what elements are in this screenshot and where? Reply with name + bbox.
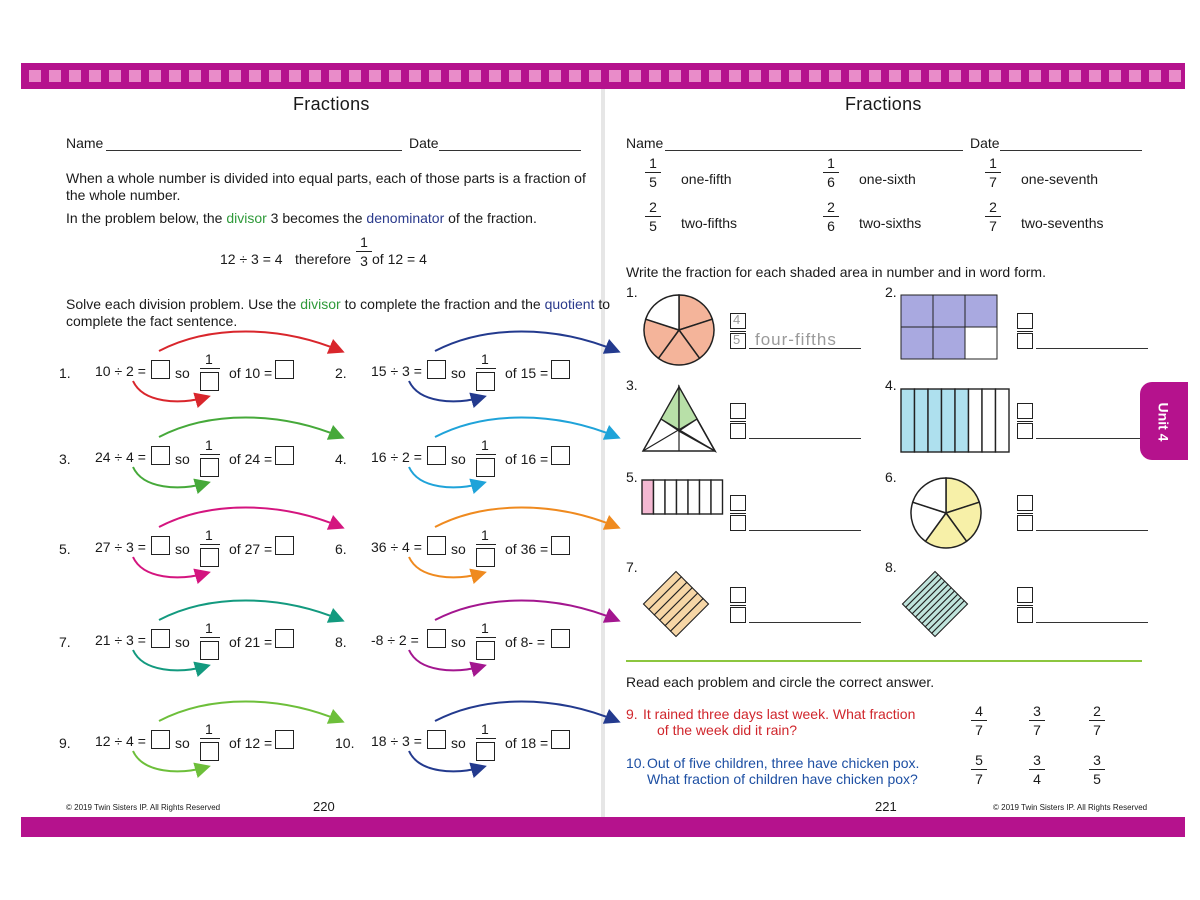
division-expression: 27 ÷ 3 = (95, 539, 146, 555)
band-square (169, 70, 181, 82)
fraction-bar (1029, 720, 1045, 721)
reference-word: two-sevenths (1021, 215, 1104, 231)
grid-six-shaded-five (900, 294, 1000, 362)
fraction-bar (645, 172, 661, 173)
fact-sentence-tail: of 8- = (505, 634, 546, 650)
band-square (689, 70, 701, 82)
instr-mid: to complete the fraction and the (340, 296, 545, 312)
band-square (569, 70, 581, 82)
fraction-numerator: 1 (205, 437, 213, 453)
example-fraction (356, 234, 372, 269)
arrow-guides (395, 602, 635, 682)
band-square (1149, 70, 1161, 82)
arrow-guides (119, 509, 359, 589)
so-word: so (451, 365, 466, 381)
example-sentence (66, 210, 537, 226)
divisor-word: divisor (226, 210, 267, 226)
item-number: 7. (626, 559, 638, 575)
choice-numerator: 3 (1093, 752, 1101, 768)
choice-denominator: 7 (1033, 722, 1041, 738)
arrow-guides (119, 602, 359, 682)
ref-denominator: 6 (827, 218, 835, 234)
right-page (605, 89, 1185, 817)
item-number: 2. (885, 284, 897, 300)
division-expression: 24 ÷ 4 = (95, 449, 146, 465)
division-expression: 10 ÷ 2 = (95, 363, 146, 379)
problem-number: 9. (59, 735, 71, 751)
word-answer-line[interactable] (749, 438, 861, 439)
ref-numerator: 2 (827, 199, 835, 215)
fraction-bar (1029, 769, 1045, 770)
fraction-numerator: 1 (205, 351, 213, 367)
example-equation: 12 ÷ 3 = 4 (220, 251, 283, 267)
denominator-answer-box[interactable] (1017, 515, 1033, 531)
fact-sentence-tail: of 36 = (505, 541, 549, 557)
arrow-guides (395, 333, 635, 413)
reference-word: one-seventh (1021, 171, 1099, 187)
fraction-bar (356, 251, 372, 252)
ref-numerator: 1 (989, 155, 997, 171)
answer-choice[interactable] (971, 752, 987, 787)
band-square (989, 70, 1001, 82)
problem-number: 10. (335, 735, 355, 751)
fraction-bar (985, 216, 1001, 217)
fraction-numerator: 1 (481, 721, 489, 737)
date-label: Date (970, 135, 1000, 151)
triangle-six-shaded-one (641, 385, 717, 453)
bottom-decorative-band (21, 817, 1185, 837)
band-square (69, 70, 81, 82)
item-number: 3. (626, 377, 638, 393)
page-number-left: 220 (313, 799, 335, 814)
band-square (1069, 70, 1081, 82)
ref-denominator: 7 (989, 174, 997, 190)
ref-denominator: 5 (649, 174, 657, 190)
band-square (709, 70, 721, 82)
reference-fraction (985, 155, 1001, 190)
arrow-guides (395, 419, 635, 499)
band-square (309, 70, 321, 82)
fraction-numerator: 1 (481, 351, 489, 367)
fact-sentence-tail: of 10 = (229, 365, 273, 381)
copyright-left: © 2019 Twin Sisters IP. All Rights Reserved (66, 803, 221, 812)
denominator-answer-box[interactable] (1017, 607, 1033, 623)
band-square (149, 70, 161, 82)
choice-denominator: 7 (975, 771, 983, 787)
ref-numerator: 1 (827, 155, 835, 171)
item-number: 1. (626, 284, 638, 300)
band-square (1049, 70, 1061, 82)
fraction-bar (823, 172, 839, 173)
item-number: 6. (885, 469, 897, 485)
band-square (889, 70, 901, 82)
example-denominator: 3 (360, 253, 368, 269)
date-field-line[interactable] (439, 150, 581, 151)
band-square (109, 70, 121, 82)
bar-eight-shaded-five (900, 388, 1012, 454)
fact-sentence-tail: of 21 = (229, 634, 273, 650)
example-pre: In the problem below, the (66, 210, 227, 226)
so-word: so (175, 735, 190, 751)
band-square (489, 70, 501, 82)
problem-number: 3. (59, 451, 71, 467)
fraction-bar (730, 605, 746, 606)
so-word: so (175, 451, 190, 467)
fraction-bar (1089, 769, 1105, 770)
name-label: Name (626, 135, 664, 151)
fact-sentence-tail: of 15 = (505, 365, 549, 381)
so-word: so (451, 451, 466, 467)
band-square (1169, 70, 1181, 82)
name-field-line[interactable] (665, 150, 963, 151)
problem-number: 4. (335, 451, 347, 467)
reference-fraction (985, 199, 1001, 234)
choice-numerator: 3 (1033, 752, 1041, 768)
ref-numerator: 1 (649, 155, 657, 171)
problem-number: 1. (59, 365, 71, 381)
arrow-guides (395, 509, 635, 589)
instr-quotient: quotient (544, 296, 595, 312)
arrow-guides (119, 333, 359, 413)
arrow-guides (119, 703, 359, 783)
instruction-line2: complete the fact sentence. (66, 313, 238, 329)
fraction-bar (1017, 513, 1033, 514)
fraction-bar (645, 216, 661, 217)
example-tail: of 12 = 4 (372, 251, 427, 267)
fraction-bar (1017, 421, 1033, 422)
ref-numerator: 2 (989, 199, 997, 215)
so-word: so (175, 541, 190, 557)
fact-sentence-tail: of 16 = (505, 451, 549, 467)
item-number: 4. (885, 377, 897, 393)
choice-numerator: 2 (1093, 703, 1101, 719)
band-square (429, 70, 441, 82)
answer-choice[interactable] (971, 703, 987, 738)
denominator-word: denominator (366, 210, 445, 226)
numerator-answer-box[interactable] (730, 403, 746, 419)
band-square (29, 70, 41, 82)
band-square (1109, 70, 1121, 82)
numerator-answer-box[interactable] (1017, 495, 1033, 511)
example-mid: 3 becomes the (266, 210, 367, 226)
page-number-right: 221 (875, 799, 897, 814)
band-square (289, 70, 301, 82)
band-square (809, 70, 821, 82)
choice-numerator: 4 (975, 703, 983, 719)
section-divider (626, 660, 1142, 662)
band-square (49, 70, 61, 82)
denominator-answer-box[interactable] (730, 607, 746, 623)
band-square (269, 70, 281, 82)
sample-denominator: 5 (733, 332, 741, 347)
name-field-line[interactable] (106, 150, 402, 151)
ref-denominator: 5 (649, 218, 657, 234)
q9-text-line1: It rained three days last week. What fraction (643, 706, 916, 722)
sample-word: four-fifths (755, 330, 837, 349)
fraction-bar (730, 513, 746, 514)
answer-choice[interactable] (1089, 752, 1105, 787)
band-square (89, 70, 101, 82)
reference-fraction (645, 199, 661, 234)
pie-five-shaded-four (641, 292, 717, 368)
band-square (1029, 70, 1041, 82)
denominator-answer-box[interactable] (1017, 333, 1033, 349)
fraction-bar (1017, 331, 1033, 332)
arrow-guides (119, 419, 359, 499)
item-number: 8. (885, 559, 897, 575)
q9-number: 9. (626, 706, 638, 722)
band-square (449, 70, 461, 82)
answer-choice[interactable] (1029, 752, 1045, 787)
band-square (949, 70, 961, 82)
problem-number: 6. (335, 541, 347, 557)
word-answer-line[interactable] (749, 530, 861, 531)
band-square (549, 70, 561, 82)
problem-number: 2. (335, 365, 347, 381)
fraction-numerator: 1 (205, 721, 213, 737)
fraction-numerator: 1 (481, 437, 489, 453)
intro-text-line2: the whole number. (66, 187, 181, 203)
example-post: of the fraction. (444, 210, 537, 226)
intro-text-line1: When a whole number is divided into equal parts, each of those parts is a fraction of (66, 170, 586, 186)
choice-denominator: 5 (1093, 771, 1101, 787)
division-expression: 16 ÷ 2 = (371, 449, 422, 465)
band-square (969, 70, 981, 82)
sample-numerator: 4 (733, 312, 741, 327)
name-label: Name (66, 135, 104, 151)
fraction-bar (985, 172, 1001, 173)
instr-divisor: divisor (300, 296, 341, 312)
band-square (1009, 70, 1021, 82)
band-square (629, 70, 641, 82)
ref-numerator: 2 (649, 199, 657, 215)
word-answer-line[interactable] (749, 622, 861, 623)
reference-word: two-sixths (859, 215, 922, 231)
strip-seven-shaded-one (641, 479, 725, 517)
date-field-line[interactable] (1000, 150, 1142, 151)
numerator-answer-box[interactable] (1017, 587, 1033, 603)
band-square (869, 70, 881, 82)
word-answer-line[interactable] (1036, 622, 1148, 623)
read-instruction: Read each problem and circle the correct answer. (626, 674, 935, 690)
choice-denominator: 7 (975, 722, 983, 738)
reference-fraction (645, 155, 661, 190)
band-square (329, 70, 341, 82)
band-square (929, 70, 941, 82)
word-answer-line[interactable] (1036, 530, 1148, 531)
ref-denominator: 6 (827, 174, 835, 190)
fraction-bar (1017, 605, 1033, 606)
fraction-numerator: 1 (481, 527, 489, 543)
fact-sentence-tail: of 27 = (229, 541, 273, 557)
fraction-numerator: 1 (481, 620, 489, 636)
q10-text-line1: Out of five children, three have chicken pox. (647, 755, 920, 771)
so-word: so (175, 365, 190, 381)
pie-five-shaded-three (908, 475, 984, 551)
band-square (829, 70, 841, 82)
reference-fraction (823, 155, 839, 190)
numerator-answer-box[interactable] (730, 587, 746, 603)
band-square (649, 70, 661, 82)
q9-text-line2: of the week did it rain? (657, 722, 798, 738)
word-answer-line[interactable] (1036, 438, 1148, 439)
page-title: Fractions (293, 94, 370, 114)
band-square (729, 70, 741, 82)
band-square (389, 70, 401, 82)
arrow-guides (395, 703, 635, 783)
band-square (189, 70, 201, 82)
reference-word: one-sixth (859, 171, 916, 187)
band-square (849, 70, 861, 82)
band-square (249, 70, 261, 82)
reference-word: two-fifths (681, 215, 738, 231)
band-square (789, 70, 801, 82)
ref-denominator: 7 (989, 218, 997, 234)
band-square (529, 70, 541, 82)
division-expression: 12 ÷ 4 = (95, 733, 146, 749)
reference-word: one-fifth (681, 171, 732, 187)
numerator-answer-box[interactable] (730, 495, 746, 511)
fraction-bar (971, 720, 987, 721)
numerator-answer-box[interactable] (1017, 403, 1033, 419)
copyright-right: © 2019 Twin Sisters IP. All Rights Reserved (993, 803, 1148, 812)
item-number: 5. (626, 469, 638, 485)
band-square (509, 70, 521, 82)
numerator-answer-box[interactable] (1017, 313, 1033, 329)
word-answer-line[interactable] (1036, 348, 1148, 349)
fact-sentence-tail: of 24 = (229, 451, 273, 467)
band-square (769, 70, 781, 82)
q10-text-line2: What fraction of children have chicken pox? (647, 771, 918, 787)
division-expression: 18 ÷ 3 = (371, 733, 422, 749)
fraction-numerator: 1 (205, 527, 213, 543)
denominator-answer-box[interactable] (1017, 423, 1033, 439)
reference-fraction (823, 199, 839, 234)
date-label: Date (409, 135, 439, 151)
so-word: so (451, 541, 466, 557)
band-square (469, 70, 481, 82)
fraction-bar (823, 216, 839, 217)
workbook-spread (21, 63, 1185, 837)
left-page (21, 89, 611, 817)
choice-denominator: 7 (1093, 722, 1101, 738)
fact-sentence-tail: of 12 = (229, 735, 273, 751)
band-square (209, 70, 221, 82)
diamond-six-shaded-six (641, 569, 711, 639)
problem-number: 5. (59, 541, 71, 557)
band-square (129, 70, 141, 82)
diamond-ten-shaded-ten (900, 569, 970, 639)
division-expression: 15 ÷ 3 = (371, 363, 422, 379)
band-square (349, 70, 361, 82)
division-expression: -8 ÷ 2 = (371, 632, 419, 648)
instruction-line1 (66, 296, 610, 312)
instr-post: to (594, 296, 611, 312)
choice-denominator: 4 (1033, 771, 1041, 787)
band-square (369, 70, 381, 82)
top-decorative-band (21, 63, 1185, 89)
fraction-bar (971, 769, 987, 770)
band-square (609, 70, 621, 82)
so-word: so (175, 634, 190, 650)
fraction-bar (1089, 720, 1105, 721)
so-word: so (451, 735, 466, 751)
problem-number: 8. (335, 634, 347, 650)
therefore-word: therefore (295, 251, 352, 267)
shaded-instruction: Write the fraction for each shaded area in number and in word form. (626, 264, 1046, 280)
so-word: so (451, 634, 466, 650)
band-square (909, 70, 921, 82)
instr-pre: Solve each division problem. Use the (66, 296, 301, 312)
problem-number: 7. (59, 634, 71, 650)
denominator-answer-box[interactable] (730, 423, 746, 439)
unit-tab-label: Unit 4 (1155, 402, 1172, 442)
q10-number: 10. (626, 755, 646, 771)
band-square (1089, 70, 1101, 82)
denominator-answer-box[interactable] (730, 515, 746, 531)
page-title: Fractions (845, 94, 922, 114)
fraction-bar (730, 421, 746, 422)
answer-choice[interactable] (1089, 703, 1105, 738)
choice-numerator: 5 (975, 752, 983, 768)
fraction-numerator: 1 (205, 620, 213, 636)
division-expression: 36 ÷ 4 = (371, 539, 422, 555)
example-numerator: 1 (360, 234, 368, 250)
band-square (749, 70, 761, 82)
band-square (409, 70, 421, 82)
fact-sentence-tail: of 18 = (505, 735, 549, 751)
choice-numerator: 3 (1033, 703, 1041, 719)
unit-tab[interactable] (1140, 382, 1188, 460)
division-expression: 21 ÷ 3 = (95, 632, 146, 648)
answer-choice[interactable] (1029, 703, 1045, 738)
band-square (1129, 70, 1141, 82)
band-square (229, 70, 241, 82)
band-square (669, 70, 681, 82)
band-square (589, 70, 601, 82)
